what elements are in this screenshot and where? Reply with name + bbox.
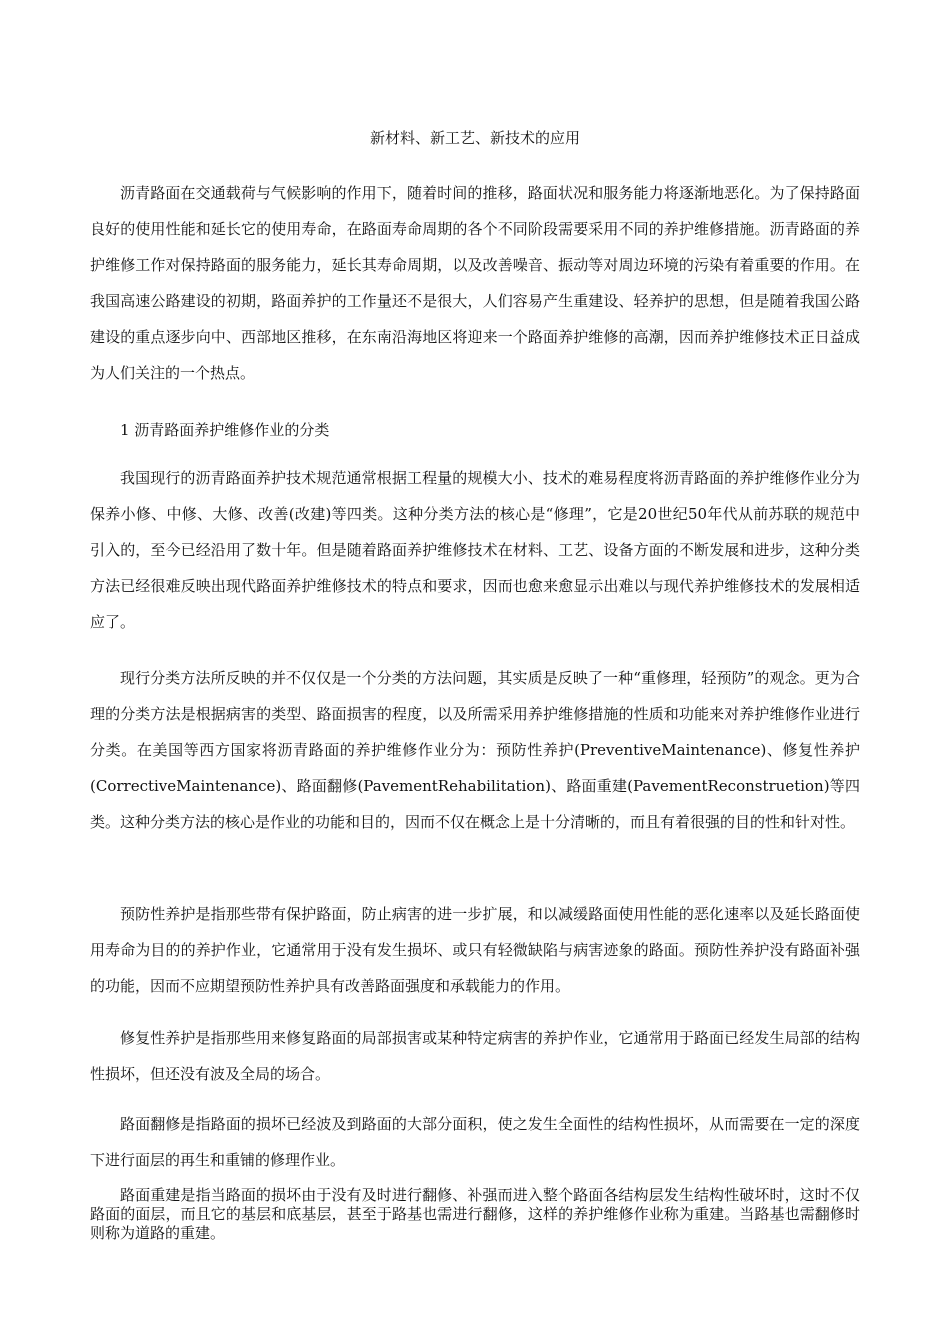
paragraph-current-classification: 我国现行的沥青路面养护技术规范通常根据工程量的规模大小、技术的难易程度将沥青路面的养护维修作业分为保养小修、中修、大修、改善(改建)等四类。这种分类方法的核心是“修理”，它是20世纪50年代从前苏联的规范中引入的，至今已经沿用了数十年。但是随着路面养护维修技术在材料、工艺、设备方面的不断发展和进步，这种分类方法已经很难反映出现代路面养护维修技术的特点和要求，因而也愈来愈显示出难以与现代养护维修技术的发展相适应了。 [90, 469, 860, 631]
paragraph-intro: 沥青路面在交通载荷与气候影响的作用下，随着时间的推移，路面状况和服务能力将逐渐地恶化。为了保持路面良好的使用性能和延长它的使用寿命，在路面寿命周期的各个不同阶段需要采用不同的养护维修措施。沥青路面的养护维修工作对保持路面的服务能力，延长其寿命周期，以及改善噪音、振动等对周边环境的污染有着重要的作用。在我国高速公路建设的初期，路面养护的工作量还不是很大，人们容易产生重建设、轻养护的思想，但是随着我国公路建设的重点逐步向中、西部地区推移，在东南沿海地区将迎来一个路面养护维修的高潮，因而养护维修技术正日益成为人们关注的一个热点。 [90, 184, 860, 382]
document-title: 新材料、新工艺、新技术的应用 [369, 129, 580, 147]
section-heading: 1 沥青路面养护维修作业的分类 [120, 421, 330, 439]
paragraph-pavement-reconstruction: 路面重建是指当路面的损坏由于没有及时进行翻修、补强而进入整个路面各结构层发生结构性破坏时，这时不仅路面的面层，而且它的基层和底基层，甚至于路基也需进行翻修，这样的养护维修作业称为重建。当路基也需翻修时则称为道路的重建。 [90, 1186, 860, 1242]
paragraph-classification-concept: 现行分类方法所反映的并不仅仅是一个分类的方法问题，其实质是反映了一种“重修理，轻预防”的观念。更为合理的分类方法是根据病害的类型、路面损害的程度，以及所需采用养护维修措施的性质和功能来对养护维修作业进行分类。在美国等西方国家将沥青路面的养护维修作业分为：预防性养护(PreventiveMaintenance)、修复性养护(CorrectiveMaintenance)、路面翻修(PavementRehabilitation)、路面重建(PavementReconstruetion)等四类。这种分类方法的核心是作业的功能和目的，因而不仅在概念上是十分清晰的，而且有着很强的目的性和针对性。 [90, 669, 860, 831]
paragraph-preventive-maintenance: 预防性养护是指那些带有保护路面，防止病害的进一步扩展，和以减缓路面使用性能的恶化速率以及延长路面使用寿命为目的的养护作业，它通常用于没有发生损坏、或只有轻微缺陷与病害迹象的路面。预防性养护没有路面补强的功能，因而不应期望预防性养护具有改善路面强度和承载能力的作用。 [90, 905, 860, 995]
paragraph-pavement-rehabilitation: 路面翻修是指路面的损坏已经波及到路面的大部分面积，使之发生全面性的结构性损坏，从而需要在一定的深度下进行面层的再生和重铺的修理作业。 [90, 1115, 860, 1169]
paragraph-corrective-maintenance: 修复性养护是指那些用来修复路面的局部损害或某种特定病害的养护作业，它通常用于路面已经发生局部的结构性损坏，但还没有波及全局的场合。 [90, 1029, 860, 1083]
